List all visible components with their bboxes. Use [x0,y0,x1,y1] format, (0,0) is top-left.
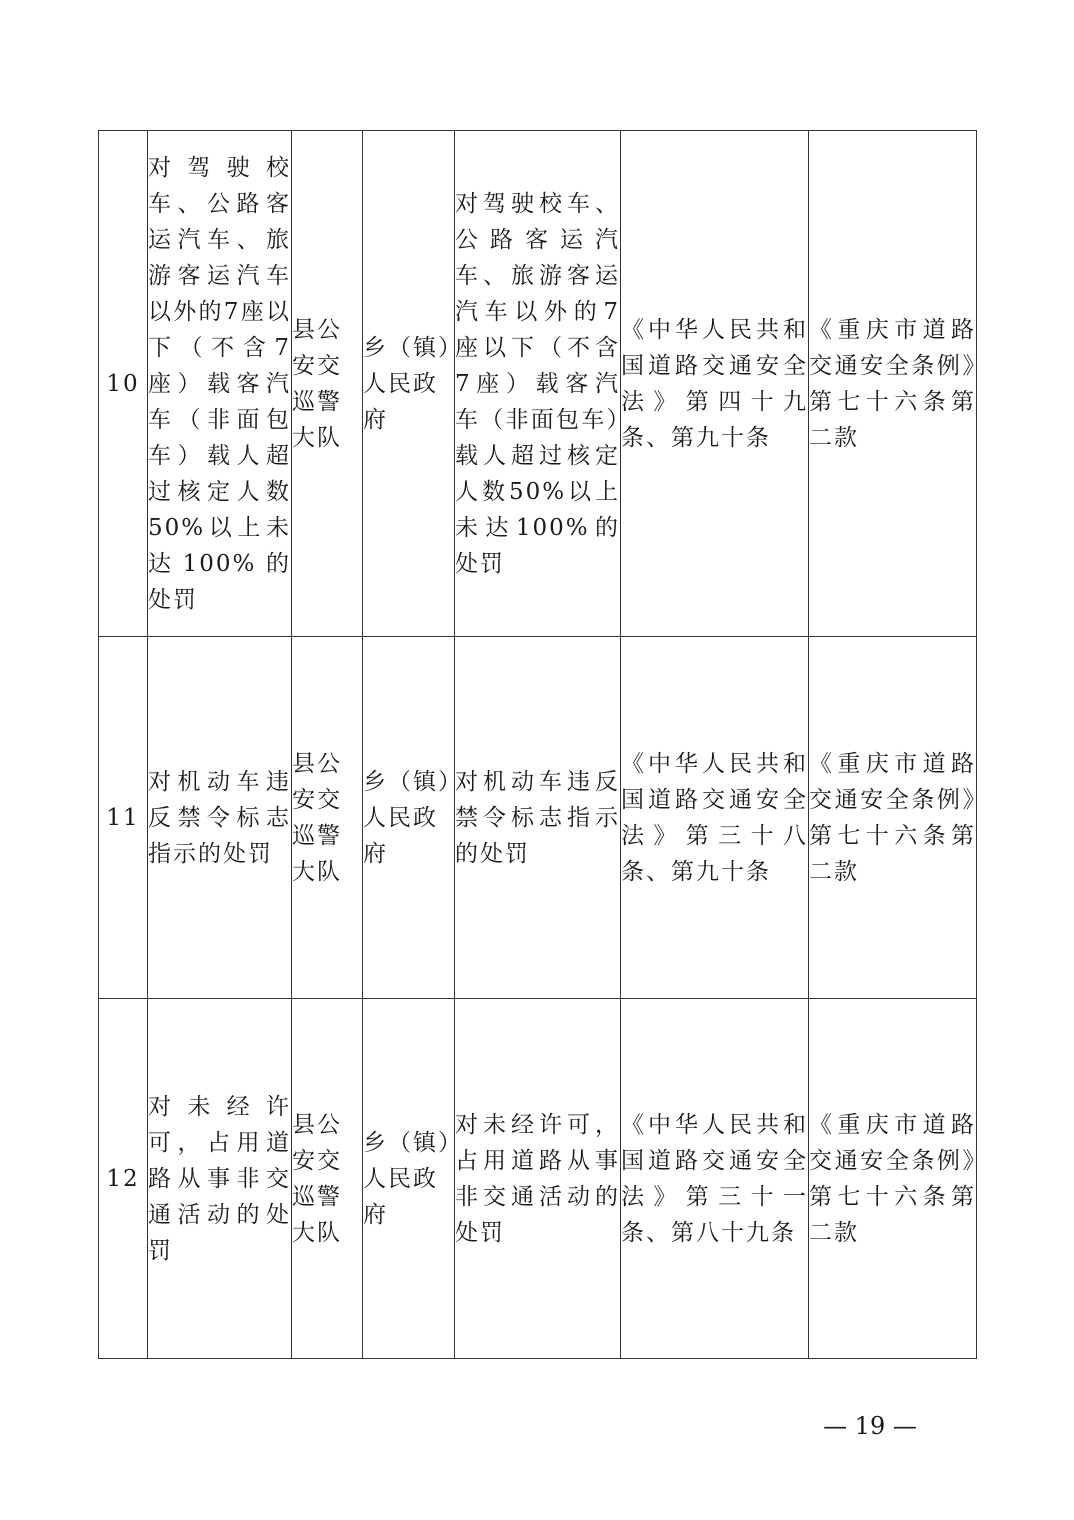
enforcing-department: 县公安交巡警大队 [292,637,363,999]
penalty-description: 对机动车违反禁令标志指示的处罚 [455,637,621,999]
row-number: 12 [99,999,148,1359]
penalty-item: 对未经许可，占用道路从事非交通活动的处罚 [148,999,292,1359]
enforcing-department: 县公安交巡警大队 [292,999,363,1359]
table-row [99,131,977,637]
regulation-basis: 《重庆市道路交通安全条例》第七十六条第二款 [809,131,977,637]
table-row [99,637,977,999]
page-number: — 19 — [823,1412,917,1440]
enforcing-department: 县公安交巡警大队 [292,131,363,637]
entrusted-department: 乡（镇）人民政府 [363,131,455,637]
penalty-description: 对未经许可，占用道路从事非交通活动的处罚 [455,999,621,1359]
legal-basis: 《中华人民共和国道路交通安全法》第四十九条、第九十条 [621,131,809,637]
legal-basis: 《中华人民共和国道路交通安全法》第三十一条、第八十九条 [621,999,809,1359]
legal-basis: 《中华人民共和国道路交通安全法》第三十八条、第九十条 [621,637,809,999]
table-row [99,999,977,1359]
penalty-item: 对机动车违反禁令标志指示的处罚 [148,637,292,999]
row-number: 10 [99,131,148,637]
row-number: 11 [99,637,148,999]
penalty-table [98,130,977,1359]
regulation-basis: 《重庆市道路交通安全条例》第七十六条第二款 [809,637,977,999]
penalty-item: 对驾驶校车、公路客运汽车、旅游客运汽车以外的7座以下（不含7座）载客汽车（非面包车）载人超过核定人数50%以上未达100%的处罚 [148,131,292,637]
entrusted-department: 乡（镇）人民政府 [363,637,455,999]
entrusted-department: 乡（镇）人民政府 [363,999,455,1359]
regulation-basis: 《重庆市道路交通安全条例》第七十六条第二款 [809,999,977,1359]
penalty-description: 对驾驶校车、公路客运汽车、旅游客运汽车以外的7座以下（不含7座）载客汽车（非面包车）载人超过核定人数50%以上未达100%的处罚 [455,131,621,637]
